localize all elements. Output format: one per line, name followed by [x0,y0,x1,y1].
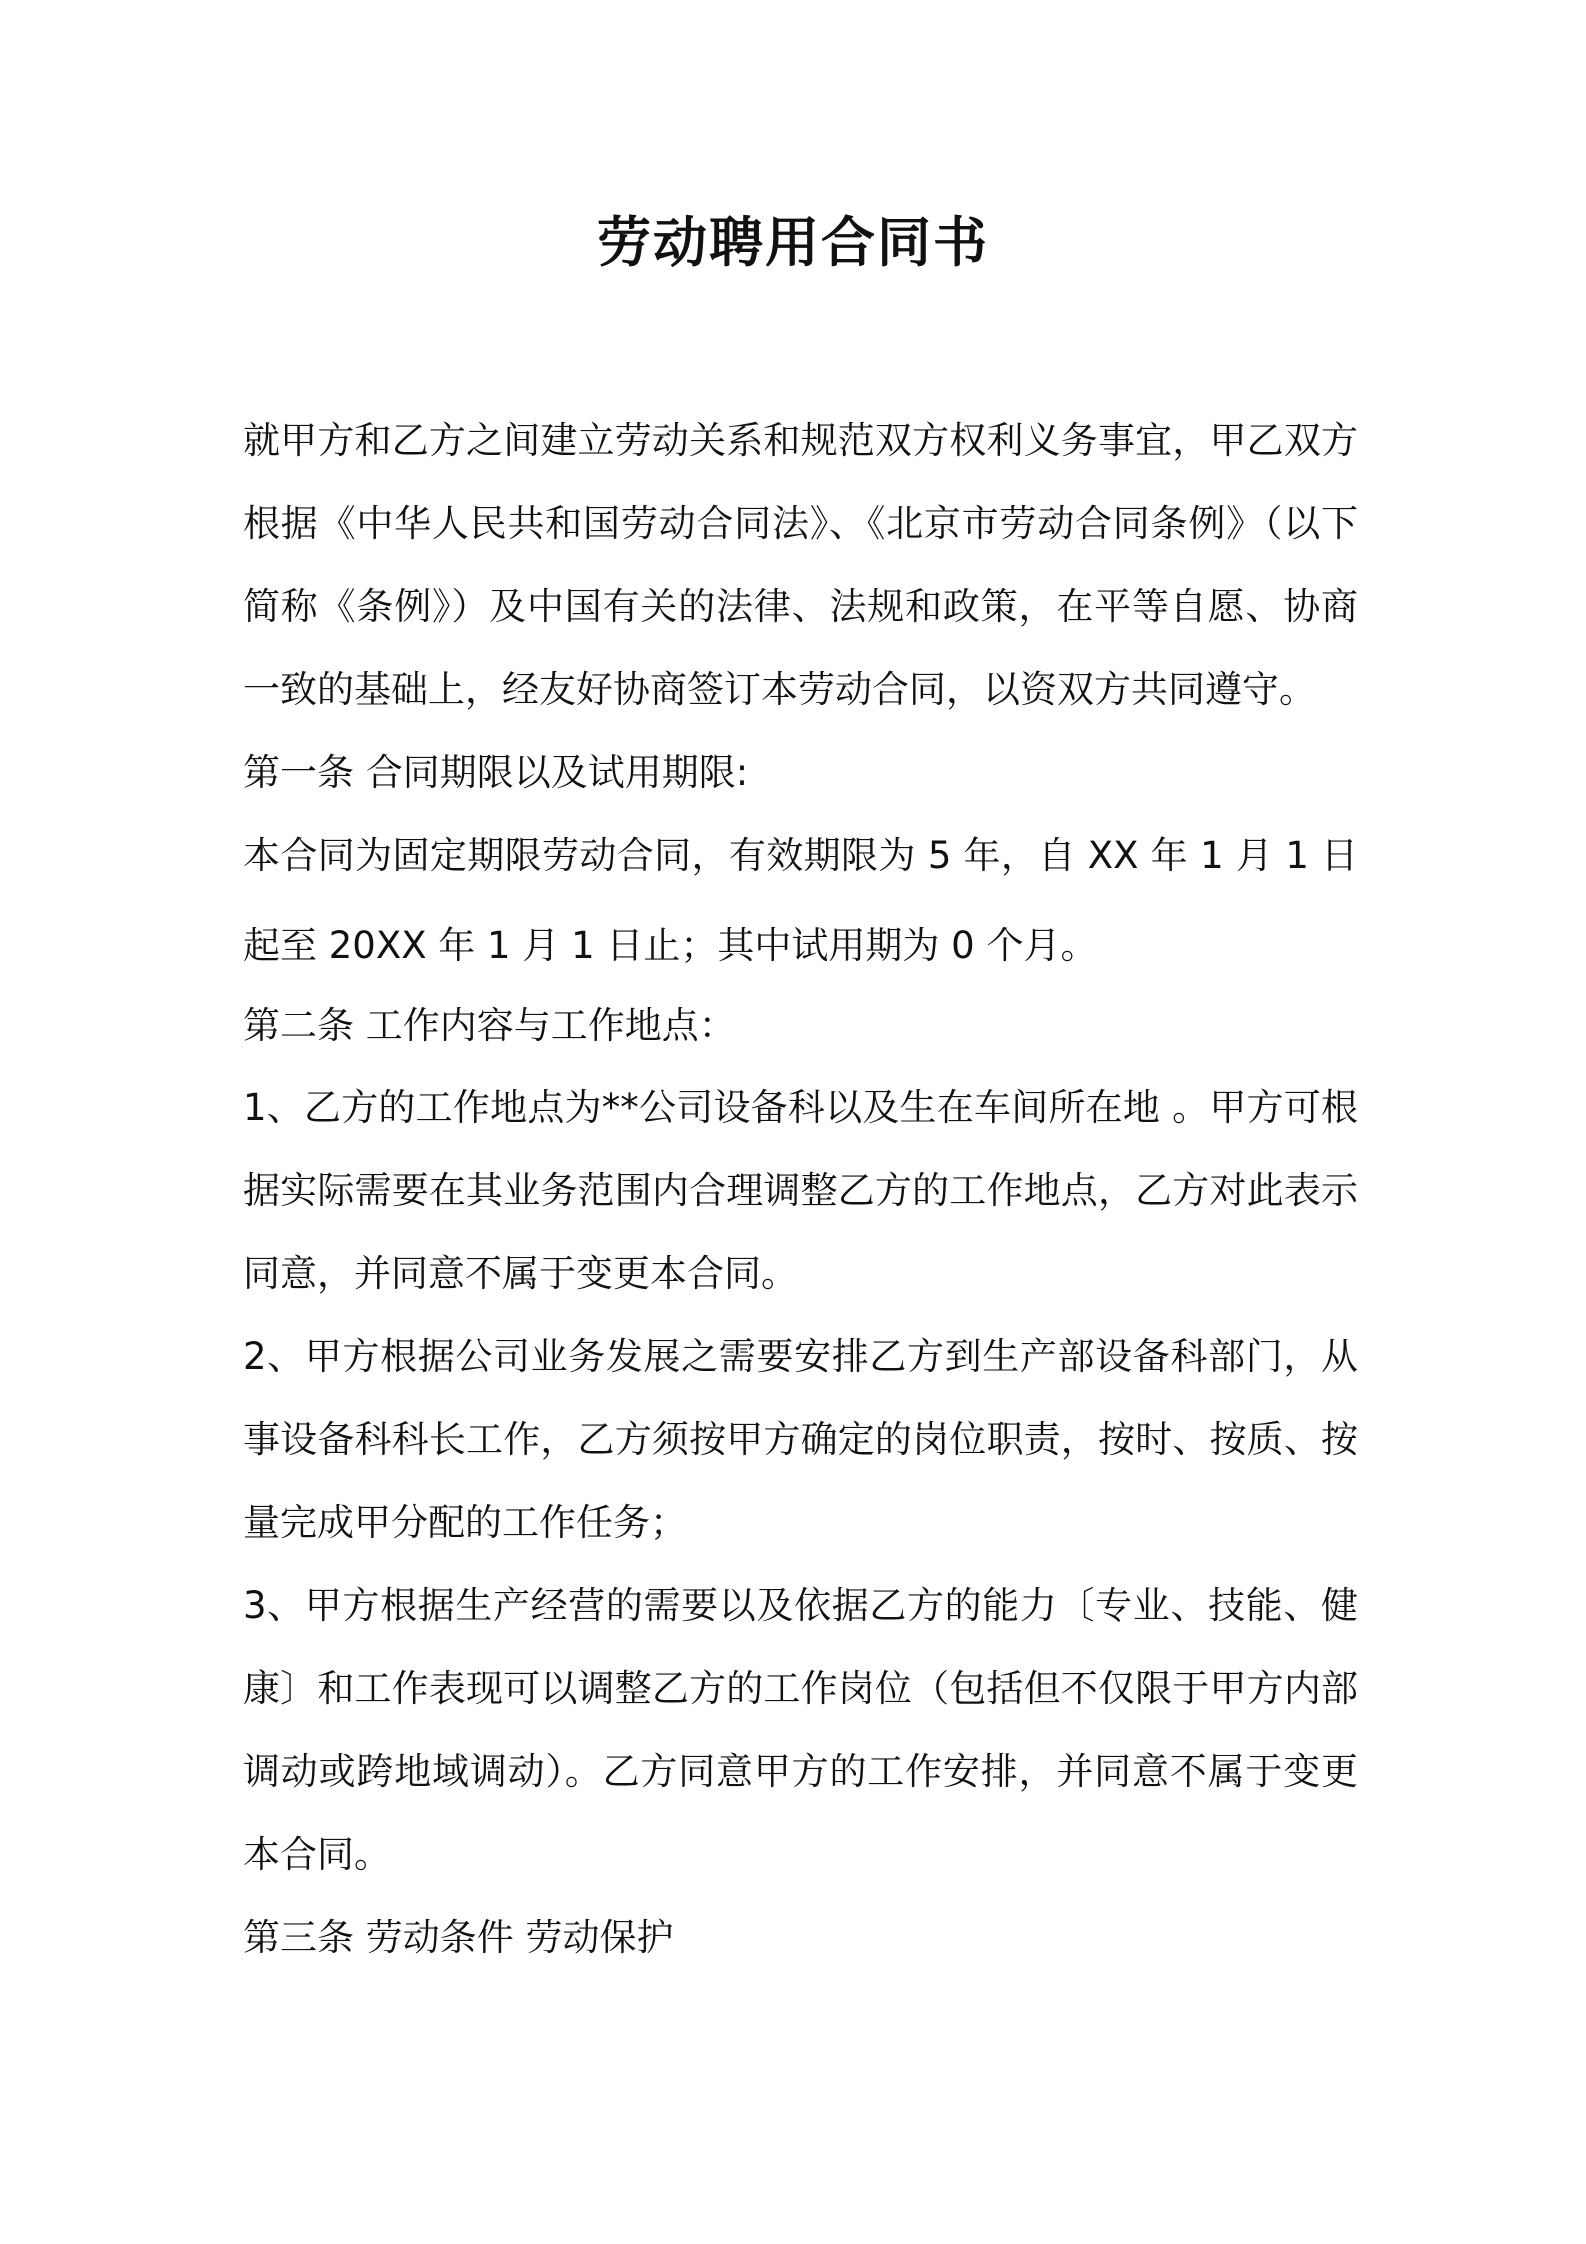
article-2-item-2-line-2: 事设备科科长工作，乙方须按甲方确定的岗位职责，按时、按质、按 [243,1418,1358,1461]
preamble-line-3: 简称《条例》）及中国有关的法律、法规和政策，在平等自愿、协商 [243,585,1358,628]
article-2-item-3-line-2: 康〕和工作表现可以调整乙方的工作岗位（包括但不仅限于甲方内部 [243,1667,1358,1710]
article-1-line-2: 起至 20XX 年 1 月 1 日止；其中试用期为 0 个月。 [243,924,1098,967]
preamble-line-4: 一致的基础上，经友好协商签订本劳动合同，以资双方共同遵守。 [243,668,1316,711]
article-2-item-1-line-2: 据实际需要在其业务范围内合理调整乙方的工作地点，乙方对此表示 [243,1169,1358,1212]
preamble-line-2: 根据《中华人民共和国劳动合同法》、《北京市劳动合同条例》（以下 [243,502,1358,545]
article-2-item-3-line-1: 3、甲方根据生产经营的需要以及依据乙方的能力〔专业、技能、健 [243,1584,1358,1627]
article-2-item-3-line-3: 调动或跨地域调动）。乙方同意甲方的工作安排，并同意不属于变更 [243,1750,1358,1793]
article-2-item-1-line-3: 同意，并同意不属于变更本合同。 [243,1252,798,1295]
article-1-line-1: 本合同为固定期限劳动合同，有效期限为 5 年，自 XX 年 1 月 1 日 [243,834,1358,877]
article-2-item-3-line-4: 本合同。 [243,1833,391,1876]
article-2-item-1-line-1: 1、乙方的工作地点为**公司设备科以及生在车间所在地 。甲方可根 [243,1086,1358,1129]
article-1-heading: 第一条 合同期限以及试用期限: [243,751,749,794]
document-title: 劳动聘用合同书 [597,211,989,274]
article-2-heading: 第二条 工作内容与工作地点： [243,1004,736,1047]
preamble-line-1: 就甲方和乙方之间建立劳动关系和规范双方权利义务事宜，甲乙双方 [243,419,1358,462]
article-2-item-2-line-3: 量完成甲分配的工作任务； [243,1501,687,1544]
article-3-heading: 第三条 劳动条件 劳动保护 [243,1916,674,1959]
article-2-item-2-line-1: 2、甲方根据公司业务发展之需要安排乙方到生产部设备科部门，从 [243,1335,1358,1378]
